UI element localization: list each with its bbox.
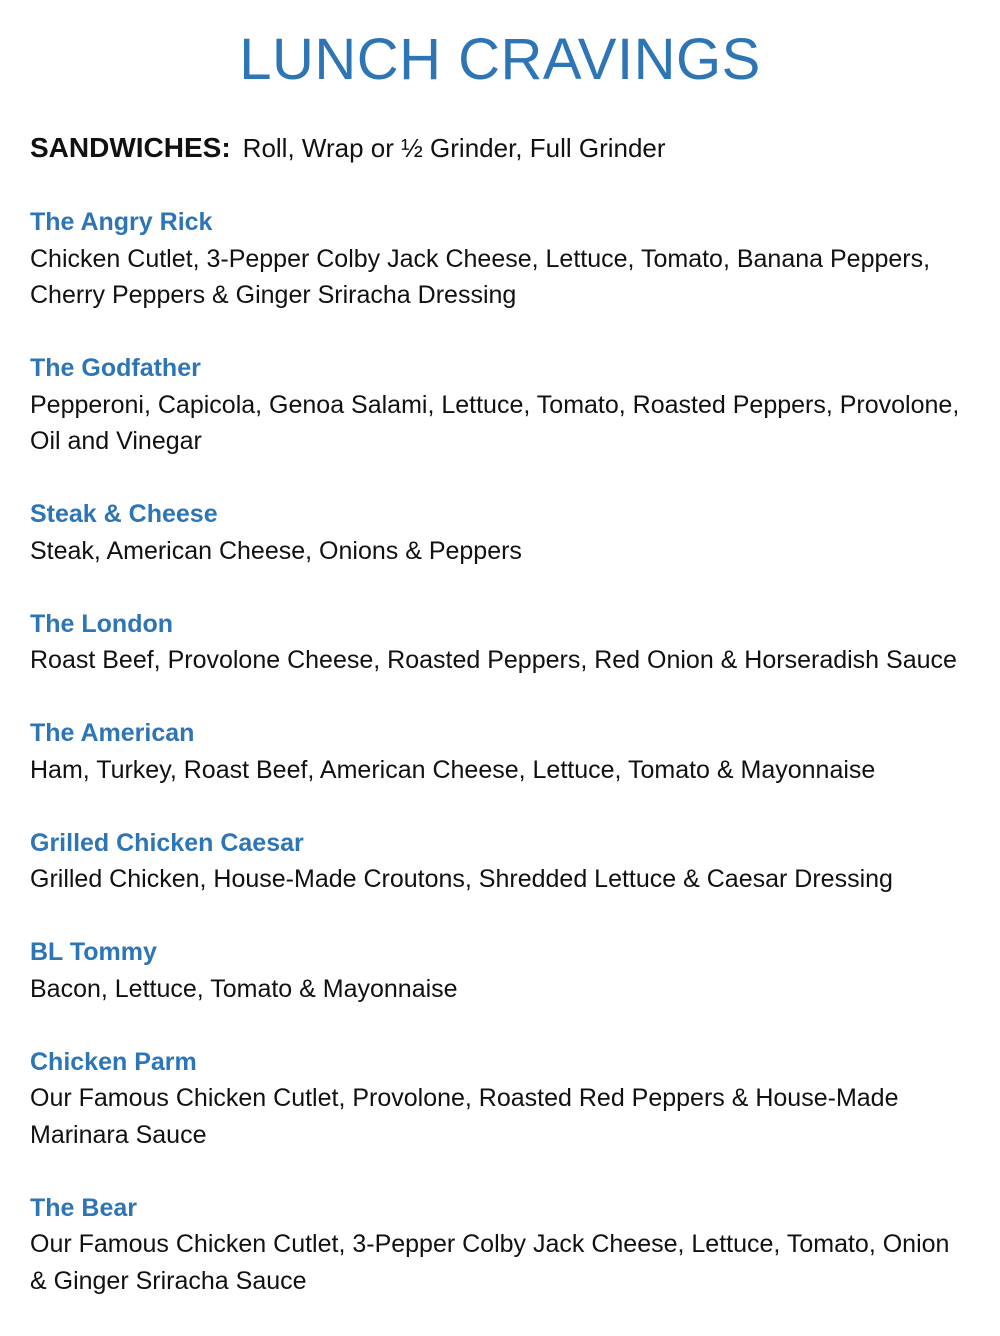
menu-items-list [30, 204, 970, 1299]
menu-item-name: The Godfather [30, 354, 201, 382]
menu-item-description: Ham, Turkey, Roast Beef, American Cheese, Lettuce, Tomato & Mayonnaise [30, 755, 876, 784]
menu-item-description: Roast Beef, Provolone Cheese, Roasted Peppers, Red Onion & Horseradish Sauce [30, 646, 957, 674]
menu-item [30, 496, 970, 569]
menu-item [30, 1190, 970, 1300]
section-label: SANDWICHES: [30, 132, 231, 163]
menu-item-description: Our Famous Chicken Cutlet, 3-Pepper Colby Jack Cheese, Lettuce, Tomato, Onion & Ginger Sriracha Sauce [30, 1230, 950, 1295]
menu-item-description: Steak, American Cheese, Onions & Peppers [30, 536, 522, 565]
menu-item-name: The Bear [30, 1193, 137, 1222]
menu-item [30, 825, 970, 898]
menu-item-description: Pepperoni, Capicola, Genoa Salami, Lettuce, Tomato, Roasted Peppers, Provolone, Oil and Vinegar [30, 390, 960, 455]
page-title: LUNCH CRAVINGS [239, 27, 761, 92]
menu-item-name: BL Tommy [30, 938, 157, 966]
size-options: Roll, Wrap or ½ Grinder, Full Grinder [242, 133, 666, 163]
menu-item [30, 606, 970, 679]
menu-item [30, 715, 970, 788]
menu-item-name: Chicken Parm [30, 1047, 197, 1076]
menu-item [30, 1044, 970, 1154]
menu-item [30, 204, 970, 314]
menu-item-description: Chicken Cutlet, 3-Pepper Colby Jack Cheese, Lettuce, Tomato, Banana Peppers, Cherry Peppers & Ginger Sriracha Dressing [30, 244, 931, 309]
menu-item-name: Grilled Chicken Caesar [30, 828, 304, 857]
menu-item-name: Steak & Cheese [30, 500, 218, 528]
menu-item-name: The American [30, 719, 195, 747]
menu-item-description: Grilled Chicken, House-Made Croutons, Shredded Lettuce & Caesar Dressing [30, 865, 893, 893]
menu-item-name: The London [30, 609, 174, 638]
menu-item-description: Bacon, Lettuce, Tomato & Mayonnaise [30, 974, 458, 1003]
menu-item-description: Our Famous Chicken Cutlet, Provolone, Roasted Red Peppers & House-Made Marinara Sauce [30, 1084, 899, 1149]
menu-item [30, 934, 970, 1007]
sandwiches-intro [30, 132, 970, 164]
menu-item-name: The Angry Rick [30, 208, 213, 236]
menu-item [30, 350, 970, 460]
